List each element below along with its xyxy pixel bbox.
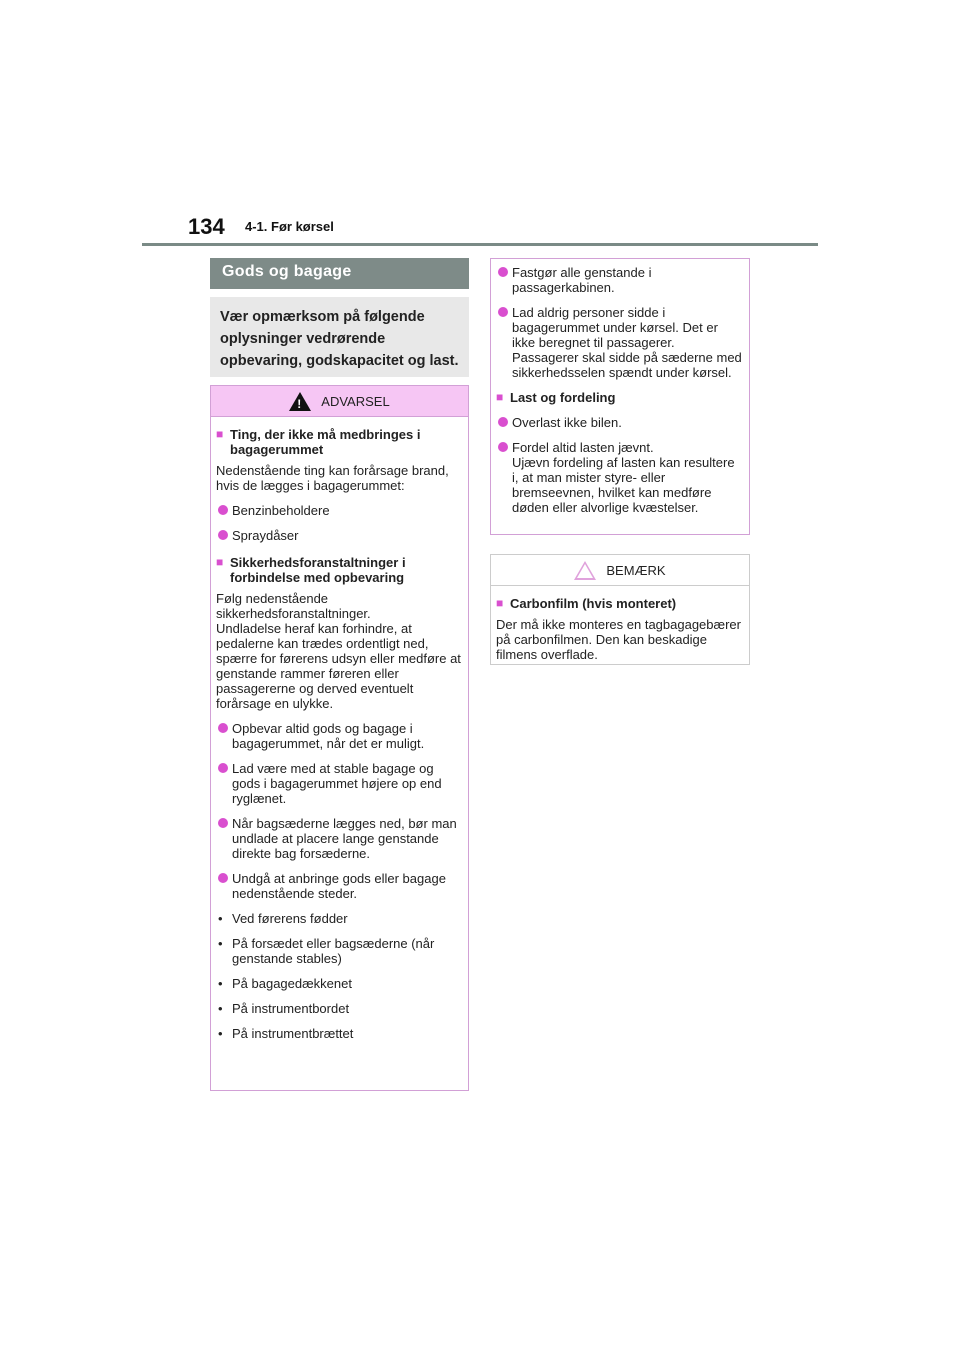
warning-paragraph: Følg nedenstående sikkerhedsforanstaltninger. [216, 591, 371, 621]
list-item: Undgå at anbringe gods eller bagage nedenstående steder. [216, 871, 463, 901]
list-item: Lad aldrig personer sidde i bagagerummet under kørsel. Det er ikke beregnet til passagerer. Passagerer skal sidde på sæderne med sikkerhedsselen spændt under kørsel. [496, 305, 744, 380]
list-item: Lad være med at stable bagage og gods i bagagerummet højere op end ryglænet. [216, 761, 463, 806]
square-bullet-icon: ■ [216, 555, 224, 569]
dot-bullet-icon [498, 417, 508, 427]
warning-paragraph: Nedenstående ting kan forårsage brand, hvis de lægges i bagagerummet: [216, 463, 449, 493]
caution-icon [574, 561, 596, 580]
square-bullet-icon: ■ [496, 596, 504, 610]
sub-list-item: • På instrumentbordet [218, 1001, 350, 1016]
warning-icon [289, 392, 311, 411]
page-number: 134 [188, 214, 225, 239]
warning-heading: ■ Last og fordeling [496, 390, 616, 405]
note-header [491, 555, 749, 586]
sub-list-item: • På instrumentbrættet [218, 1026, 354, 1041]
list-item: Overlast ikke bilen. [496, 415, 744, 430]
dot-bullet-icon [498, 267, 508, 277]
dot-bullet-icon [218, 873, 228, 883]
warning-paragraph: Undladelse heraf kan forhindre, at pedalerne kan trædes ordentligt ned, spærre for førerens udsyn eller medføre at genstande rammer føreren eller passagererne og derved eventuelt forårsage en ulykke. [216, 621, 461, 711]
note-heading: ■ Carbonfilm (hvis monteret) [496, 596, 677, 611]
list-item: Benzinbeholdere [216, 503, 463, 518]
dot-bullet-icon [218, 818, 228, 828]
warning-continued-panel [490, 258, 750, 535]
warning-heading: ■ Sikkerhedsforanstaltninger i forbindelse med opbevaring [216, 555, 406, 585]
warning-panel [210, 385, 469, 1091]
sub-list-item: • På forsædet eller bagsæderne (når genstande stables) [218, 936, 435, 966]
list-item: Fastgør alle genstande i passagerkabinen. [496, 265, 744, 295]
list-item: Spraydåser [216, 528, 463, 543]
warning-heading: ■ Ting, der ikke må medbringes i bagagerummet [216, 427, 421, 457]
list-item: Fordel altid lasten jævnt. Ujævn fordeling af lasten kan resultere i, at man mister styre- eller bremseevnen, hvilket kan medføre døden eller alvorlige kvæstelser. [496, 440, 744, 515]
header-rule [142, 243, 818, 246]
sub-list-item: • Ved førerens fødder [218, 911, 348, 926]
sub-list-item: • På bagagedækkenet [218, 976, 352, 991]
dot-bullet-icon [498, 442, 508, 452]
list-item: Opbevar altid gods og bagage i bagagerummet, når det er muligt. [216, 721, 463, 751]
warning-label: ADVARSEL [321, 393, 390, 409]
intro-box: Vær opmærksom på følgende oplysninger vedrørende opbevaring, godskapacitet og last. [210, 297, 469, 377]
dot-bullet-icon [218, 530, 228, 540]
list-item: Når bagsæderne lægges ned, bør man undlade at placere lange genstande direkte bag forsæderne. [216, 816, 463, 861]
square-bullet-icon: ■ [216, 427, 224, 441]
dot-bullet-icon [218, 505, 228, 515]
section-title: Gods og bagage [210, 258, 469, 289]
dot-bullet-icon [498, 307, 508, 317]
note-label: BEMÆRK [606, 562, 666, 578]
dot-bullet-icon [218, 723, 228, 733]
section-label: 4-1. Før kørsel [245, 219, 334, 234]
note-panel [490, 554, 750, 665]
warning-header [211, 386, 468, 417]
square-bullet-icon: ■ [496, 390, 504, 404]
note-paragraph: Der må ikke monteres en tagbagagebærer på carbonfilmen. Den kan beskadige filmens overflade. [496, 617, 741, 662]
dot-bullet-icon [218, 763, 228, 773]
